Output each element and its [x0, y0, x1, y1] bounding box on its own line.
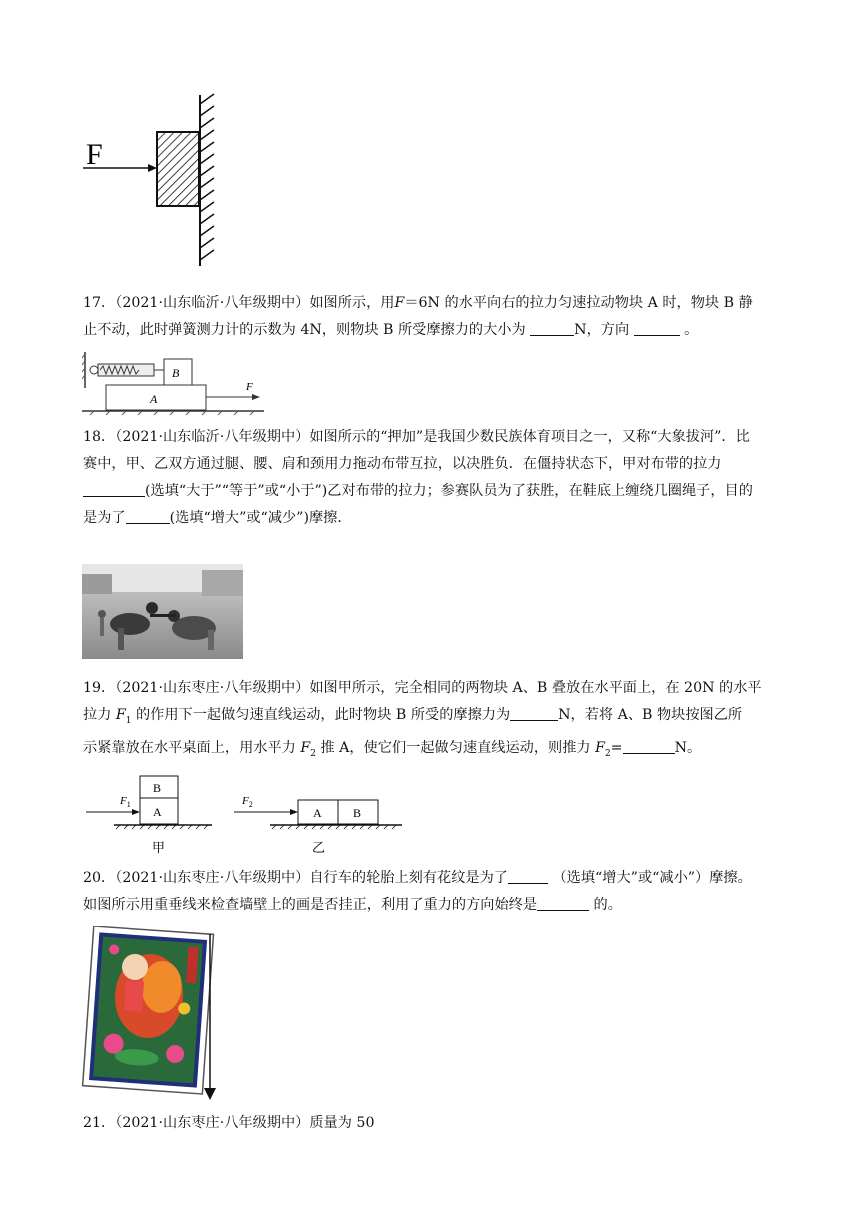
hook-ring	[90, 366, 98, 374]
q17-line2-a: 止不动，此时弹簧测力计的示数为 4N，则物块 B 所受摩擦力的大小为	[83, 322, 531, 338]
q19-f1-sub: 1	[125, 715, 132, 726]
q20-blank-direction[interactable]	[537, 896, 589, 911]
q17-text-a: 如图所示，用	[309, 295, 395, 311]
hatched-block	[157, 132, 199, 206]
q19-f2-repeat: F	[595, 739, 605, 756]
yajia-photo	[82, 564, 243, 659]
question-18	[83, 424, 783, 532]
question-21	[83, 1110, 783, 1137]
f2-label: $F_2$	[242, 795, 253, 809]
q18-blank-friction[interactable]	[126, 509, 170, 524]
q20-line2-b: 的。	[589, 897, 622, 913]
q19-line1-text: 如图甲所示，完全相同的两物块 A、B 叠放在水平面上，在 20N 的水平	[309, 680, 762, 696]
q18-number: 18．	[83, 429, 116, 445]
block-b-label: B	[172, 366, 180, 380]
force-label: F	[86, 138, 103, 171]
q17-source: （2021·山东临沂·八年级期中）	[115, 295, 310, 311]
q18-source: （2021·山东临沂·八年级期中）	[115, 429, 310, 445]
q17-blank-direction[interactable]	[634, 321, 680, 336]
q19-line2-b: 的作用下一起做匀速直线运动，此时物块 B 所受的摩擦力为	[131, 707, 511, 723]
yi-label: 乙	[312, 840, 326, 855]
q18-line-3	[83, 478, 783, 505]
f1-arrowhead	[132, 809, 140, 815]
q19-source: （2021·山东枣庄·八年级期中）	[115, 680, 310, 696]
q17-line2-c: 。	[679, 322, 699, 338]
painting-plumb-figure	[80, 926, 220, 1106]
q18-line4-a: 是为了	[83, 510, 126, 526]
jia-label: 甲	[152, 840, 166, 855]
spring-scale-figure	[82, 352, 272, 420]
pull-force-label: F	[246, 381, 253, 393]
q21-number: 21．	[83, 1115, 116, 1131]
q19-line-3	[83, 735, 783, 768]
q20-line1-a: 自行车的轮胎上刻有花纹是为了	[309, 870, 508, 886]
q18-line-2: 赛中，甲、乙双方通过腿、腰、肩和颈用力拖动布带互拉，以决胜负．在僵持状态下，甲对布带的拉力	[83, 456, 722, 472]
q19-blank-push[interactable]	[623, 739, 675, 754]
q20-source: （2021·山东枣庄·八年级期中）	[115, 870, 310, 886]
q17-f-var: F	[394, 295, 405, 311]
q20-number: 20．	[83, 870, 116, 886]
force-arrowhead	[148, 164, 157, 172]
q19-line3-d: N。	[674, 739, 702, 756]
q17-text-b: ＝6N 的水平向右的拉力匀速拉动物块 A 时，物块 B 静	[404, 295, 753, 311]
q19-f1: F	[115, 707, 126, 723]
q17-line-2	[83, 317, 783, 344]
pull-arrowhead	[252, 394, 260, 400]
q18-line4-b: (选填“增大”或“减少”)摩擦．	[169, 510, 352, 526]
q19-line-1	[83, 675, 783, 702]
q19-f2-repeat-sub: 2	[604, 748, 611, 759]
q20-line2-a: 如图所示用重垂线来检查墙壁上的画是否挂正，利用了重力的方向始终是	[83, 897, 538, 913]
q19-line3-b: 推 A，使它们一起做匀速直线运动，则推力	[315, 739, 596, 756]
q17-blank-friction[interactable]	[530, 321, 574, 336]
q19-line3-a: 示紧靠放在水平桌面上，用水平力	[83, 739, 301, 756]
q18-line1-text: 如图所示的“押加”是我国少数民族体育项目之一，又称“大象拔河”．比	[309, 429, 750, 445]
q18-line-1	[83, 424, 783, 451]
yi-block-b-label: B	[353, 806, 362, 820]
q19-line2-a: 拉力	[83, 707, 116, 723]
q19-number: 19．	[83, 680, 116, 696]
q21-source: （2021·山东枣庄·八年级期中）	[115, 1115, 310, 1131]
q19-f2: F	[300, 739, 311, 756]
q20-line-2	[83, 892, 783, 919]
f1-label: $F_1$	[120, 795, 131, 809]
question-19	[83, 675, 783, 768]
q17-line-1	[83, 290, 783, 317]
tilted-painting	[83, 926, 214, 1094]
q19-f2-sub: 2	[310, 748, 316, 759]
f2-arrowhead	[290, 809, 298, 815]
q17-line2-b: N，方向	[574, 322, 634, 338]
q20-line-1	[83, 865, 783, 892]
question-17	[83, 290, 783, 344]
q18-line-4	[83, 505, 783, 532]
stacked-blocks-figure	[84, 770, 414, 856]
plumb-bob	[204, 1088, 216, 1100]
q18-blank-force[interactable]	[83, 482, 145, 497]
q21-text: 质量为 50	[309, 1115, 375, 1131]
question-20	[83, 865, 783, 919]
q21-line-1	[83, 1110, 783, 1137]
q19-line2-c: N，若将 A、B 物块按图乙所	[558, 707, 743, 723]
q20-blank-friction[interactable]	[508, 869, 548, 884]
q19-equals: =	[610, 739, 623, 756]
wall-block-figure	[80, 90, 230, 270]
jia-block-a-label: A	[153, 805, 162, 819]
wall-hatching	[200, 94, 214, 260]
q18-line3-text: (选填“大于”“等于”或“小于”)乙对布带的拉力；参赛队员为了获胜，在鞋底上缠绕几圈绳子，目的	[145, 483, 753, 499]
q17-number: 17．	[83, 295, 116, 311]
q20-line1-b: （选填“增大”或“减小”）摩擦。	[547, 870, 752, 886]
yi-block-a-label: A	[313, 806, 322, 820]
q19-blank-friction[interactable]	[510, 706, 558, 721]
q19-line-2	[83, 702, 783, 735]
jia-block-b-label: B	[153, 781, 162, 795]
block-a-label: A	[150, 392, 158, 406]
